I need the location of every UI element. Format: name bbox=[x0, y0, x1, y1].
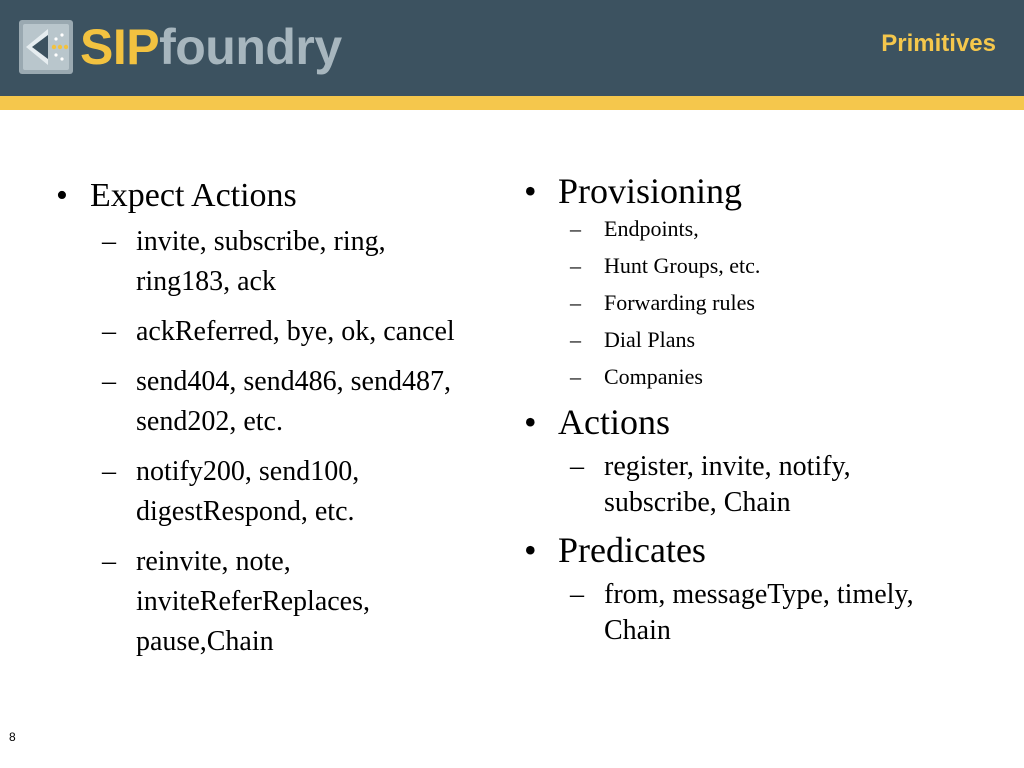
sub-bullet bbox=[90, 542, 476, 662]
sub-bullet bbox=[558, 362, 964, 392]
dash-icon: – bbox=[570, 579, 584, 610]
sub-bullet-text: send404, send486, send487, send202, etc. bbox=[136, 366, 451, 437]
bullet-dot-icon: • bbox=[524, 530, 537, 570]
right-bullet-list bbox=[524, 168, 964, 649]
page-number: 8 bbox=[9, 730, 16, 744]
header-stripe bbox=[0, 96, 1024, 110]
sub-bullet bbox=[90, 312, 476, 352]
logo-sip-text: SIP bbox=[80, 19, 160, 75]
sub-bullet bbox=[558, 251, 964, 281]
sub-bullet bbox=[558, 449, 964, 521]
sub-bullet-text: reinvite, note, inviteReferReplaces, pause,Chain bbox=[136, 546, 371, 657]
sub-bullet-text: notify200, send100, digestRespond, etc. bbox=[136, 456, 360, 527]
sub-bullet-text: invite, subscribe, ring, ring183, ack bbox=[136, 226, 386, 297]
sub-bullet-list bbox=[558, 214, 964, 392]
bullet-expect-actions bbox=[56, 172, 476, 662]
sub-bullet bbox=[90, 452, 476, 532]
dash-icon: – bbox=[570, 327, 581, 352]
bullet-text: Provisioning bbox=[558, 171, 743, 211]
logo-foundry-text: foundry bbox=[159, 19, 342, 75]
dash-icon: – bbox=[570, 451, 584, 482]
bullet-provisioning bbox=[524, 168, 964, 392]
right-column bbox=[524, 168, 964, 651]
header-band bbox=[0, 0, 1024, 96]
dash-icon: – bbox=[102, 366, 116, 397]
left-bullet-list bbox=[56, 172, 476, 662]
bullet-text: Predicates bbox=[558, 530, 706, 570]
sipfoundry-logo bbox=[18, 17, 342, 77]
sub-bullet-text: Dial Plans bbox=[604, 327, 696, 352]
sub-bullet-list bbox=[90, 222, 476, 662]
dash-icon: – bbox=[570, 364, 581, 389]
sub-bullet bbox=[90, 362, 476, 442]
logo-wordmark bbox=[80, 17, 342, 77]
sub-bullet-list bbox=[558, 577, 964, 649]
bullet-dot-icon: • bbox=[56, 177, 68, 214]
sub-bullet-text: Companies bbox=[604, 364, 703, 389]
sub-bullet-text: Forwarding rules bbox=[604, 290, 755, 315]
bullet-dot-icon: • bbox=[524, 402, 537, 442]
dash-icon: – bbox=[102, 546, 116, 577]
bullet-dot-icon: • bbox=[524, 171, 537, 211]
dash-icon: – bbox=[102, 316, 116, 347]
sub-bullet bbox=[558, 577, 964, 649]
logo-mark-icon bbox=[18, 19, 74, 75]
left-column bbox=[56, 172, 476, 672]
sub-bullet-text: from, messageType, timely, Chain bbox=[604, 579, 914, 646]
dash-icon: – bbox=[102, 456, 116, 487]
sub-bullet-text: register, invite, notify, subscribe, Chain bbox=[604, 451, 851, 518]
sub-bullet-list bbox=[558, 449, 964, 521]
bullet-actions bbox=[524, 399, 964, 521]
sub-bullet bbox=[90, 222, 476, 302]
sub-bullet-text: ackReferred, bye, ok, cancel bbox=[136, 316, 455, 347]
sub-bullet-text: Hunt Groups, etc. bbox=[604, 253, 761, 278]
slide-title: Primitives bbox=[881, 30, 996, 57]
dash-icon: – bbox=[570, 290, 581, 315]
sub-bullet bbox=[558, 214, 964, 244]
sub-bullet bbox=[558, 288, 964, 318]
bullet-predicates bbox=[524, 527, 964, 649]
bullet-text: Expect Actions bbox=[90, 177, 297, 214]
dash-icon: – bbox=[570, 253, 581, 278]
sub-bullet bbox=[558, 325, 964, 355]
dash-icon: – bbox=[570, 216, 581, 241]
dash-icon: – bbox=[102, 226, 116, 257]
bullet-text: Actions bbox=[558, 402, 670, 442]
sub-bullet-text: Endpoints, bbox=[604, 216, 699, 241]
